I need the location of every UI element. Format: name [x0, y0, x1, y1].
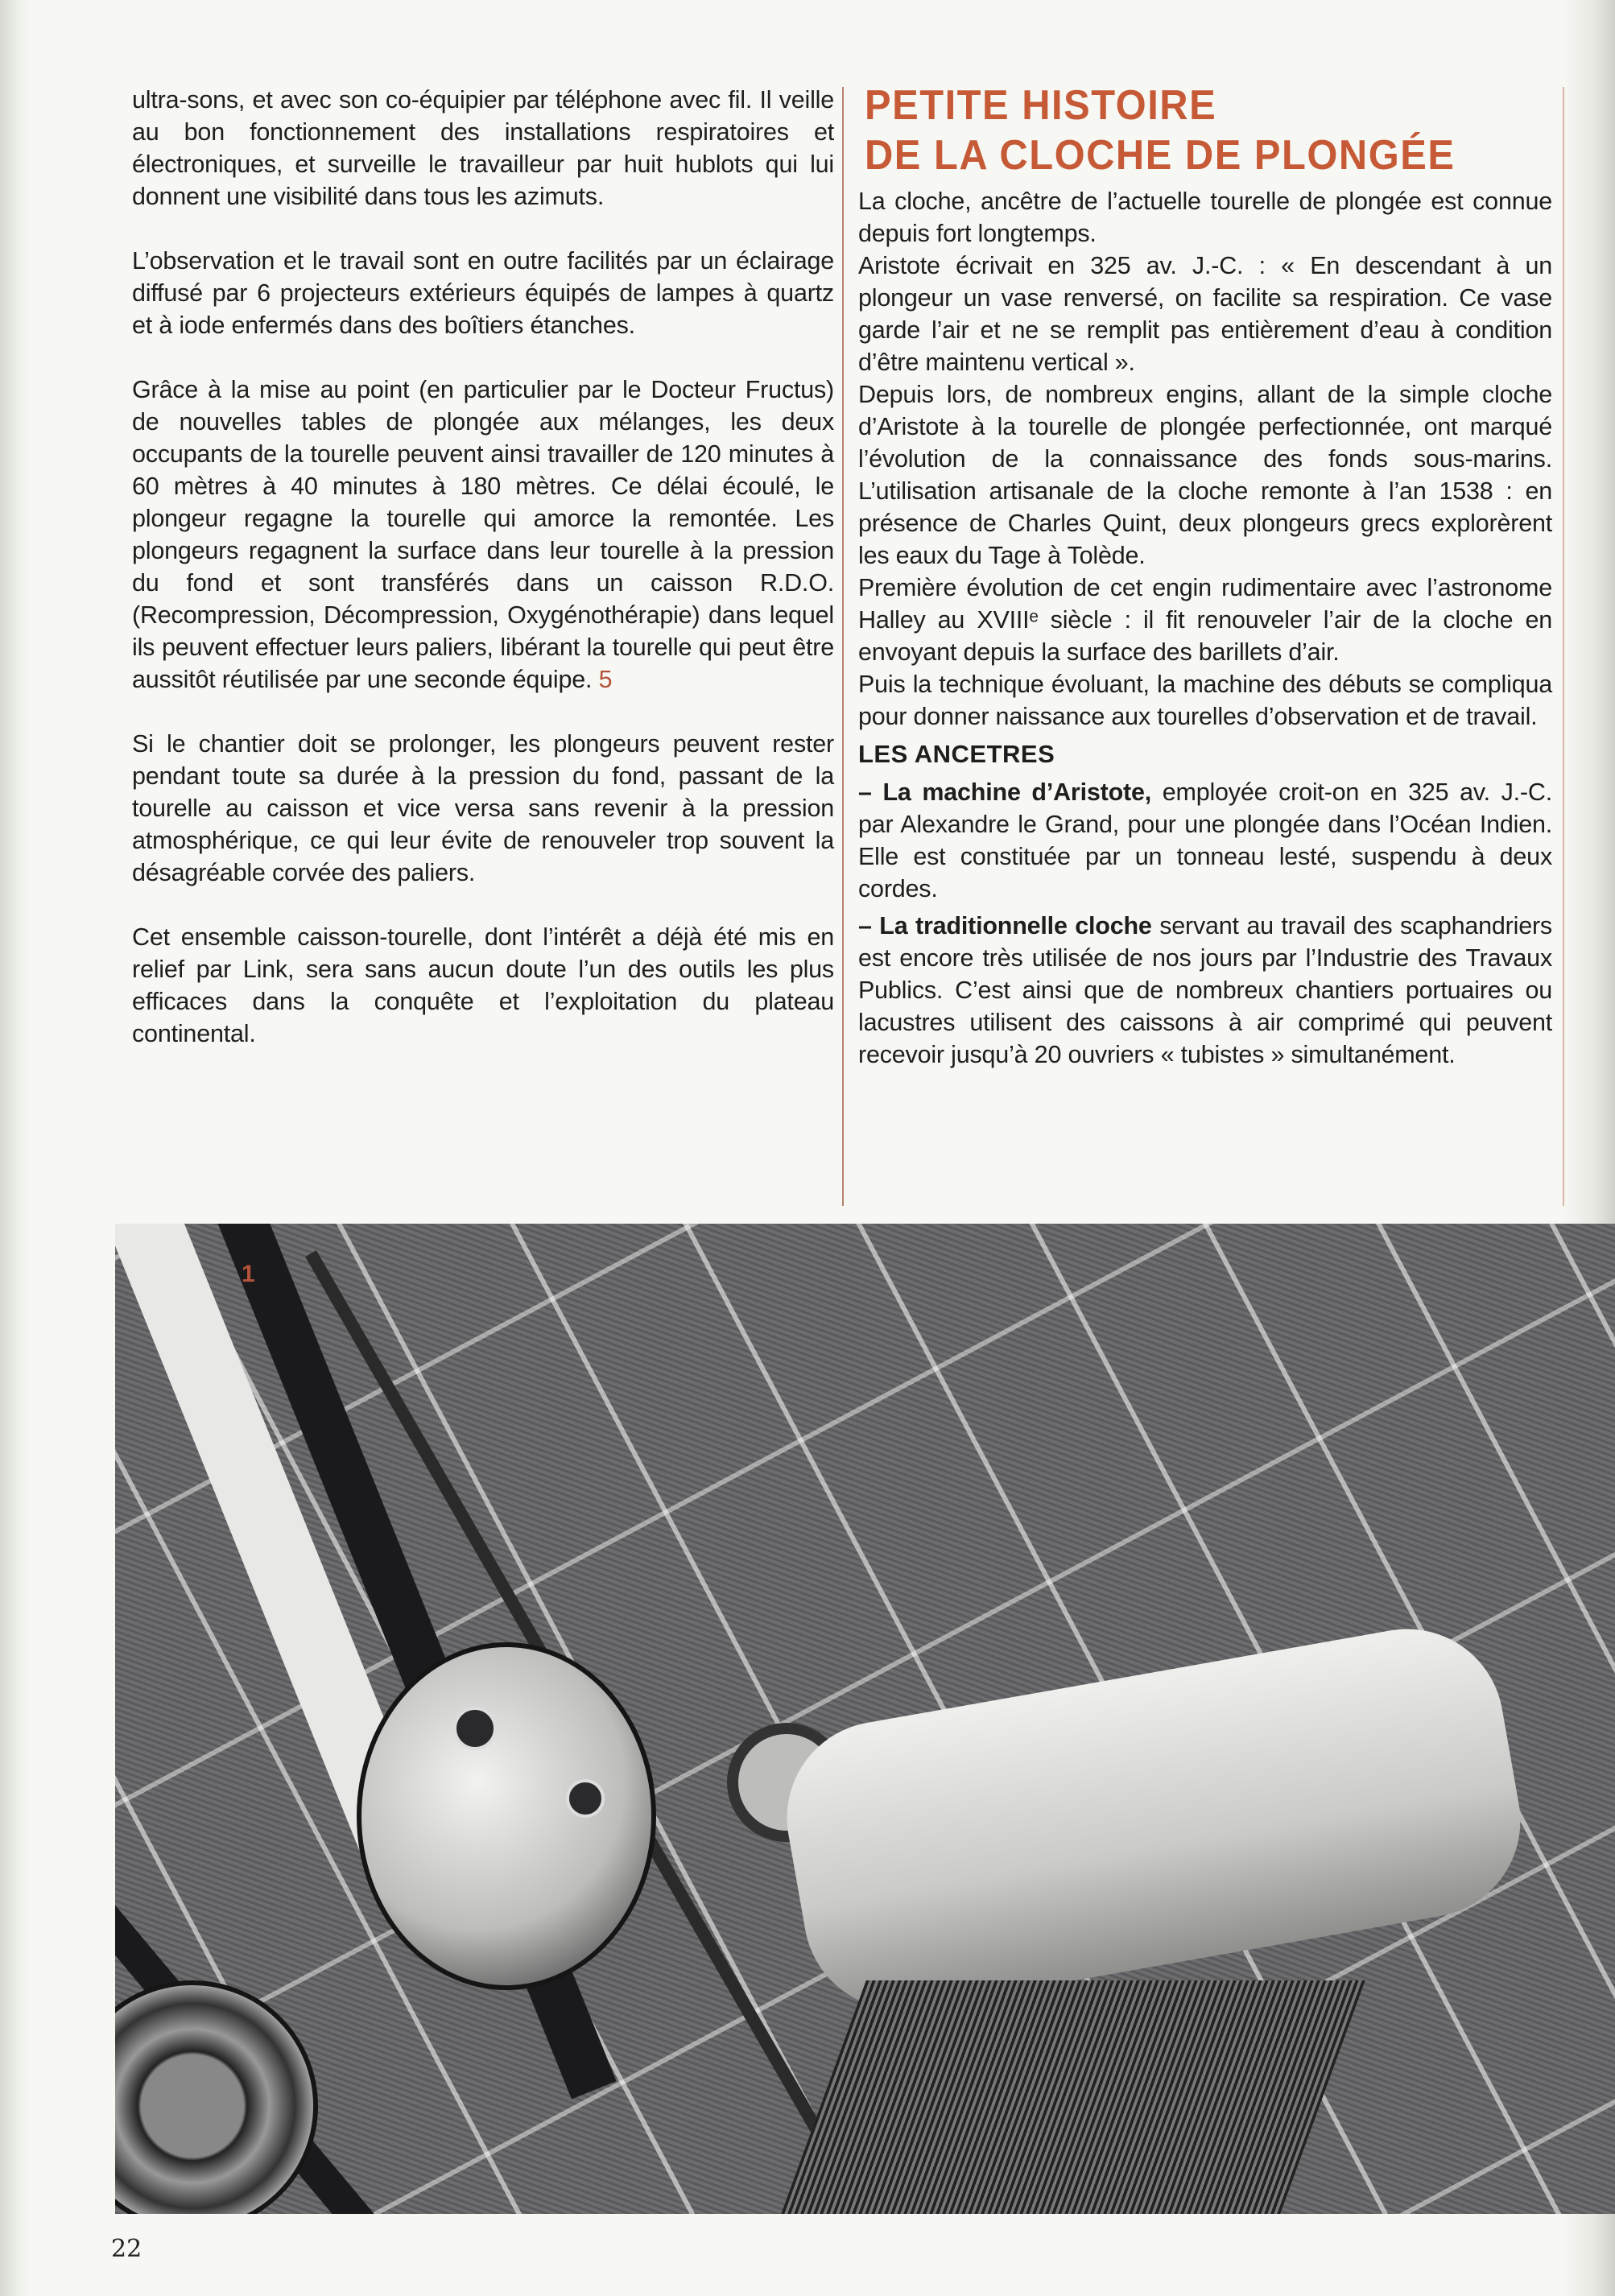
- paragraph: ultra-sons, et avec son co-équipier par téléphone avec fil. Il veille au bon fonctionnement des installations respiratoires et électroniques, et surveille le travailleur par huit hublots qui lui donnent une visibilité dans tous les azimuts.: [132, 86, 834, 210]
- title-line-1: PETITE HISTOIRE: [865, 82, 1217, 129]
- paragraph: Première évolution de cet engin rudimentaire avec l’astronome Halley au XVIIIᵉ siècle : il fit renouveler l’air de la cloche en envoyant depuis la surface des barillets d’air.: [858, 574, 1552, 666]
- photo-decompression-chamber: [772, 1614, 1536, 2026]
- photo-porthole: [453, 1707, 497, 1750]
- paragraph: Si le chantier doit se prolonger, les plongeurs peuvent rester pendant toute sa durée à la pression du fond, passant de la tourelle au caisson et vice versa sans revenir à la pression atmosphérique, ce qui leur évite de renouveler trop souvent la désagréable corvée des paliers.: [132, 730, 834, 886]
- paragraph: Aristote écrivait en 325 av. J.-C. : « En descendant à un plongeur un vase renversé, on facilite sa respiration. Ce vase garde l’air et ne se remplit pas entièrement d’eau à condition d’être maintenu vertical ».: [858, 252, 1552, 376]
- photo-porthole: [566, 1779, 605, 1818]
- list-item: [858, 910, 1552, 1071]
- photo-deck-grating: [781, 1980, 1365, 2214]
- photo-cable-reel: [115, 1980, 318, 2214]
- paragraph: Puis la technique évoluant, la machine des débuts se compliqua pour donner naissance aux tourelles d’observation et de travail.: [858, 671, 1552, 730]
- list-item-dash: –: [858, 912, 880, 939]
- diving-turret-photo: [115, 1224, 1615, 2214]
- page-number: 22: [111, 2235, 142, 2263]
- list-item-dash: –: [858, 778, 883, 806]
- paragraph: L’observation et le travail sont en outre facilités par un éclairage diffusé par 6 projecteurs extérieurs équipés de lampes à quartz et à iode enfermés dans des boîtiers étanches.: [132, 247, 834, 339]
- right-column: [858, 81, 1552, 1071]
- right-margin-rule: [1563, 87, 1564, 1206]
- title-line-2: DE LA CLOCHE DE PLONGÉE: [865, 132, 1456, 179]
- paragraph: [132, 374, 834, 696]
- photo-number-label: 1: [242, 1261, 255, 1287]
- paragraph-text: Grâce à la mise au point (en particulier par le Docteur Fructus) de nouvelles tables de plongée aux mélanges, les deux occupants de la tourelle peuvent ainsi travailler de 120 minutes à 60 mètres à 40 minutes à 180 mètres. Ce délai écoulé, le plongeur regagne la tourelle qui amorce la remontée. Les plongeurs regagnent la surface dans leur tourelle à la pression du fond et sont transférés dans un caisson R.D.O. (Recompression, Décompression, Oxygénothérapie) dans lequel ils peuvent effectuer leurs paliers, libérant la tourelle qui peut être aussitôt réutilisée par une seconde équipe.: [132, 376, 834, 693]
- list-item-title: La traditionnelle cloche: [879, 912, 1152, 939]
- figure-reference: 5: [598, 666, 613, 693]
- paragraph: La cloche, ancêtre de l’actuelle tourelle de plongée est connue depuis fort longtemps.: [858, 188, 1552, 247]
- list-item-title: La machine d’Aristote,: [882, 778, 1152, 806]
- list-item-text: employée croit-on en 325 av. J.-C. par Alexandre le Grand, pour une plongée dans l’Océan Indien. Elle est constituée par un tonneau lesté, suspendu à deux cordes.: [858, 778, 1552, 902]
- paragraph: Cet ensemble caisson-tourelle, dont l’intérêt a déjà été mis en relief par Link, sera sans aucun doute l’un des outils les plus efficaces dans la conquête et l’exploitation du plateau continental.: [132, 923, 834, 1047]
- left-column: [132, 84, 834, 1050]
- list-item: [858, 776, 1552, 905]
- photo-diving-turret: [357, 1642, 656, 1990]
- paragraph: Depuis lors, de nombreux engins, allant de la simple cloche d’Aristote à la tourelle de plongée perfectionnée, ont marqué l’évolution de la connaissance des fonds sous-marins. L’utilisation artisanale de la cloche remonte à l’an 1538 : en présence de Charles Quint, deux plongeurs grecs explorèrent les eaux du Tage à Tolède.: [858, 381, 1552, 569]
- page-spine-shadow: [0, 0, 32, 2296]
- section-heading: LES ANCETRES: [858, 740, 1055, 768]
- article-title: [865, 81, 1511, 180]
- column-divider: [842, 87, 844, 1206]
- list-item-text: servant au travail des scaphandriers est encore très utilisée de nos jours par l’Industrie des Travaux Publics. C’est ainsi que de nombreux chantiers portuaires ou lacustres utilisent des caissons à air comprimé qui peuvent recevoir jusqu’à 20 ouvriers « tubistes » simultanément.: [858, 912, 1552, 1068]
